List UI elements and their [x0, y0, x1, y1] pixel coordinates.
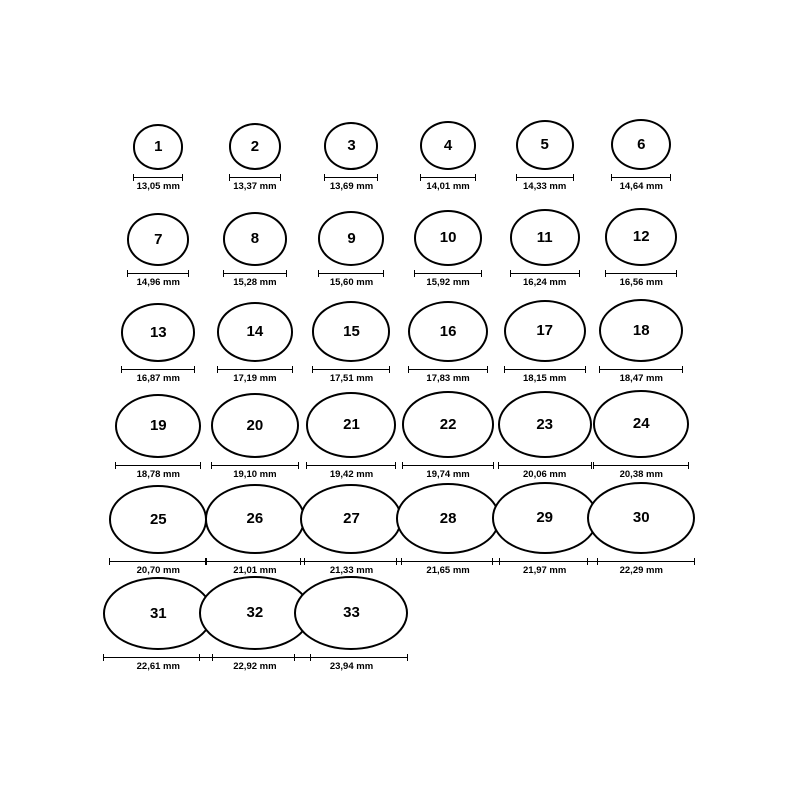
ring-size-cell [110, 479, 207, 575]
ring-size-number: 9 [347, 229, 356, 247]
ring-circle [324, 122, 378, 170]
caliper-icon [211, 462, 299, 469]
ring-diameter-label: 21,97 mm [523, 564, 567, 576]
ring-measurement [510, 270, 580, 288]
ring-diameter-label: 21,33 mm [329, 564, 374, 576]
ring-size-cell [400, 95, 497, 191]
ring-size-cell [400, 287, 497, 383]
ring-size-cell [496, 287, 593, 383]
caliper-icon [103, 654, 213, 661]
ring-diameter-label: 17,83 mm [426, 372, 470, 384]
ring-size-number: 2 [250, 137, 260, 155]
caliper-icon [414, 270, 482, 277]
ring-measurement [103, 654, 213, 672]
ring-diameter-label: 13,37 mm [233, 180, 277, 192]
ring-size-cell [400, 383, 497, 479]
ring-size-number: 12 [632, 228, 650, 246]
ring-circle [492, 482, 598, 553]
ring-size-cell [110, 287, 207, 383]
caliper-icon [133, 174, 183, 181]
ring-size-cell [593, 287, 690, 383]
ring-measurement [414, 270, 482, 288]
ring-size-number: 21 [343, 416, 360, 434]
caliper-icon [127, 270, 189, 277]
ring-size-cell [207, 95, 304, 191]
ring-circle [229, 123, 281, 169]
ring-size-number: 1 [154, 138, 163, 156]
ring-size-number: 10 [439, 229, 457, 247]
ring-measurement [109, 558, 207, 576]
ring-diameter-label: 18,78 mm [136, 468, 180, 480]
ring-size-cell [303, 575, 400, 671]
ring-circle [396, 483, 500, 554]
ring-diameter-label: 20,06 mm [523, 468, 567, 480]
caliper-icon [223, 270, 287, 277]
ring-measurement [420, 174, 476, 192]
ring-circle [318, 211, 384, 265]
ring-size-cell [400, 479, 497, 575]
ring-size-cell [400, 191, 497, 287]
ring-circle [504, 300, 586, 362]
ring-circle [587, 482, 695, 554]
ring-size-cell [593, 191, 690, 287]
ring-size-number: 11 [536, 228, 553, 246]
ring-size-cell [496, 95, 593, 191]
ring-size-number: 7 [154, 230, 163, 248]
ring-diameter-label: 22,61 mm [136, 660, 180, 672]
ring-measurement [504, 366, 586, 384]
ring-diameter-label: 14,64 mm [619, 180, 663, 192]
ring-size-grid [110, 95, 690, 671]
caliper-icon [109, 558, 207, 565]
caliper-icon [294, 654, 408, 661]
ring-measurement [611, 174, 671, 192]
ring-diameter-label: 14,96 mm [136, 276, 180, 288]
ring-measurement [324, 174, 378, 192]
ring-size-cell [110, 575, 207, 671]
ring-diameter-label: 17,19 mm [233, 372, 277, 384]
ring-circle [611, 119, 671, 170]
caliper-icon [300, 558, 402, 565]
ring-measurement [516, 174, 574, 192]
ring-circle [498, 391, 592, 458]
ring-measurement [121, 366, 195, 384]
ring-diameter-label: 13,69 mm [329, 180, 374, 192]
ring-size-number: 26 [246, 510, 264, 528]
ring-diameter-label: 15,28 mm [233, 276, 277, 288]
ring-circle [516, 120, 574, 170]
ring-circle [127, 213, 189, 265]
ring-diameter-label: 22,92 mm [233, 660, 277, 672]
caliper-icon [312, 366, 390, 373]
ring-diameter-label: 13,05 mm [136, 180, 180, 192]
ring-diameter-label: 15,92 mm [426, 276, 470, 288]
ring-circle [408, 301, 488, 362]
caliper-icon [516, 174, 574, 181]
caliper-icon [587, 558, 695, 565]
ring-measurement [318, 270, 384, 288]
ring-diameter-label: 20,38 mm [619, 468, 663, 480]
ring-measurement [294, 654, 408, 672]
ring-diameter-label: 14,01 mm [426, 180, 470, 192]
caliper-icon [420, 174, 476, 181]
ring-circle [109, 485, 207, 553]
ring-size-cell [110, 95, 207, 191]
ring-size-number: 15 [343, 322, 360, 340]
ring-diameter-label: 18,15 mm [523, 372, 567, 384]
ring-size-number: 33 [343, 604, 360, 622]
ring-measurement [587, 558, 695, 576]
caliper-icon [402, 462, 494, 469]
caliper-icon [611, 174, 671, 181]
ring-size-number: 13 [149, 323, 167, 341]
ring-circle [211, 393, 299, 457]
ring-diameter-label: 16,56 mm [619, 276, 663, 288]
ring-measurement [605, 270, 677, 288]
ring-circle [312, 301, 390, 361]
ring-diameter-label: 14,33 mm [523, 180, 567, 192]
caliper-icon [115, 462, 201, 469]
caliper-icon [229, 174, 281, 181]
ring-measurement [223, 270, 287, 288]
ring-diameter-label: 15,60 mm [329, 276, 374, 288]
ring-measurement [217, 366, 293, 384]
ring-diameter-label: 19,10 mm [233, 468, 277, 480]
ring-size-cell [207, 287, 304, 383]
ring-size-number: 8 [250, 230, 260, 248]
caliper-icon [324, 174, 378, 181]
ring-diameter-label: 21,01 mm [233, 564, 277, 576]
ring-circle [414, 210, 482, 265]
ring-circle [103, 577, 213, 650]
ring-size-number: 4 [443, 136, 453, 154]
ring-measurement [593, 462, 689, 480]
ring-measurement [408, 366, 488, 384]
ring-size-number: 32 [246, 604, 264, 622]
ring-size-number: 23 [536, 415, 554, 433]
ring-measurement [312, 366, 390, 384]
ring-size-number: 25 [149, 510, 167, 528]
ring-diameter-label: 16,24 mm [523, 276, 567, 288]
ring-circle [593, 390, 689, 458]
caliper-icon [121, 366, 195, 373]
ring-size-cell [207, 383, 304, 479]
ring-size-number: 19 [149, 417, 167, 435]
ring-size-cell [110, 191, 207, 287]
ring-diameter-label: 17,51 mm [329, 372, 374, 384]
ring-circle [510, 209, 580, 265]
ring-circle [300, 484, 402, 554]
ring-size-cell [303, 383, 400, 479]
ring-measurement [402, 462, 494, 480]
ring-measurement [306, 462, 396, 480]
ring-size-cell [303, 287, 400, 383]
caliper-icon [599, 366, 683, 373]
ring-circle [420, 121, 476, 170]
ring-size-cell [110, 383, 207, 479]
ring-size-number: 27 [343, 510, 360, 528]
ring-size-number: 18 [632, 321, 650, 339]
caliper-icon [318, 270, 384, 277]
ring-circle [115, 394, 201, 458]
ring-size-cell [593, 383, 690, 479]
ring-diameter-label: 22,29 mm [619, 564, 663, 576]
ring-measurement [396, 558, 500, 576]
ring-diameter-label: 16,87 mm [136, 372, 180, 384]
ring-circle [217, 302, 293, 361]
ring-measurement [127, 270, 189, 288]
ring-diameter-label: 19,74 mm [426, 468, 470, 480]
ring-measurement [211, 462, 299, 480]
ring-diameter-label: 18,47 mm [619, 372, 663, 384]
ring-circle [121, 303, 195, 361]
ring-measurement [115, 462, 201, 480]
ring-diameter-label: 19,42 mm [329, 468, 374, 480]
ring-size-number: 6 [637, 135, 646, 153]
ring-size-cell [303, 191, 400, 287]
ring-size-cell [303, 95, 400, 191]
ring-size-cell [207, 191, 304, 287]
ring-size-cell [496, 191, 593, 287]
ring-size-number: 31 [149, 604, 167, 622]
caliper-icon [504, 366, 586, 373]
ring-size-number: 5 [540, 136, 549, 154]
caliper-icon [306, 462, 396, 469]
ring-diameter-label: 21,65 mm [426, 564, 470, 576]
ring-size-number: 17 [536, 322, 554, 340]
ring-size-cell [593, 479, 690, 575]
ring-size-number: 28 [439, 509, 457, 527]
ring-measurement [492, 558, 598, 576]
ring-size-number: 3 [347, 137, 356, 155]
ring-circle [294, 576, 408, 650]
ring-measurement [133, 174, 183, 192]
ring-size-cell [303, 479, 400, 575]
ring-circle [402, 391, 494, 457]
ring-size-number: 20 [246, 416, 264, 434]
ring-size-cell [496, 479, 593, 575]
caliper-icon [492, 558, 598, 565]
caliper-icon [217, 366, 293, 373]
ring-circle [599, 299, 683, 362]
ring-measurement [229, 174, 281, 192]
caliper-icon [510, 270, 580, 277]
ring-circle [133, 124, 183, 169]
caliper-icon [396, 558, 500, 565]
ring-measurement [498, 462, 592, 480]
caliper-icon [408, 366, 488, 373]
ring-size-number: 24 [632, 415, 650, 433]
caliper-icon [205, 558, 305, 565]
caliper-icon [498, 462, 592, 469]
ring-measurement [205, 558, 305, 576]
ring-circle [605, 208, 677, 265]
ring-size-cell [593, 95, 690, 191]
ring-size-cell [207, 479, 304, 575]
ring-size-number: 16 [439, 322, 457, 340]
ring-size-cell [207, 575, 304, 671]
ring-measurement [300, 558, 402, 576]
caliper-icon [593, 462, 689, 469]
ring-circle [223, 212, 287, 265]
caliper-icon [605, 270, 677, 277]
ring-measurement [599, 366, 683, 384]
ring-size-cell [496, 383, 593, 479]
ring-diameter-label: 23,94 mm [329, 660, 374, 672]
ring-size-number: 22 [439, 415, 457, 433]
ring-size-number: 30 [632, 509, 650, 527]
ring-circle [306, 392, 396, 457]
ring-size-number: 29 [536, 509, 554, 527]
ring-circle [205, 484, 305, 553]
ring-size-number: 14 [246, 323, 264, 341]
ring-diameter-label: 20,70 mm [136, 564, 180, 576]
